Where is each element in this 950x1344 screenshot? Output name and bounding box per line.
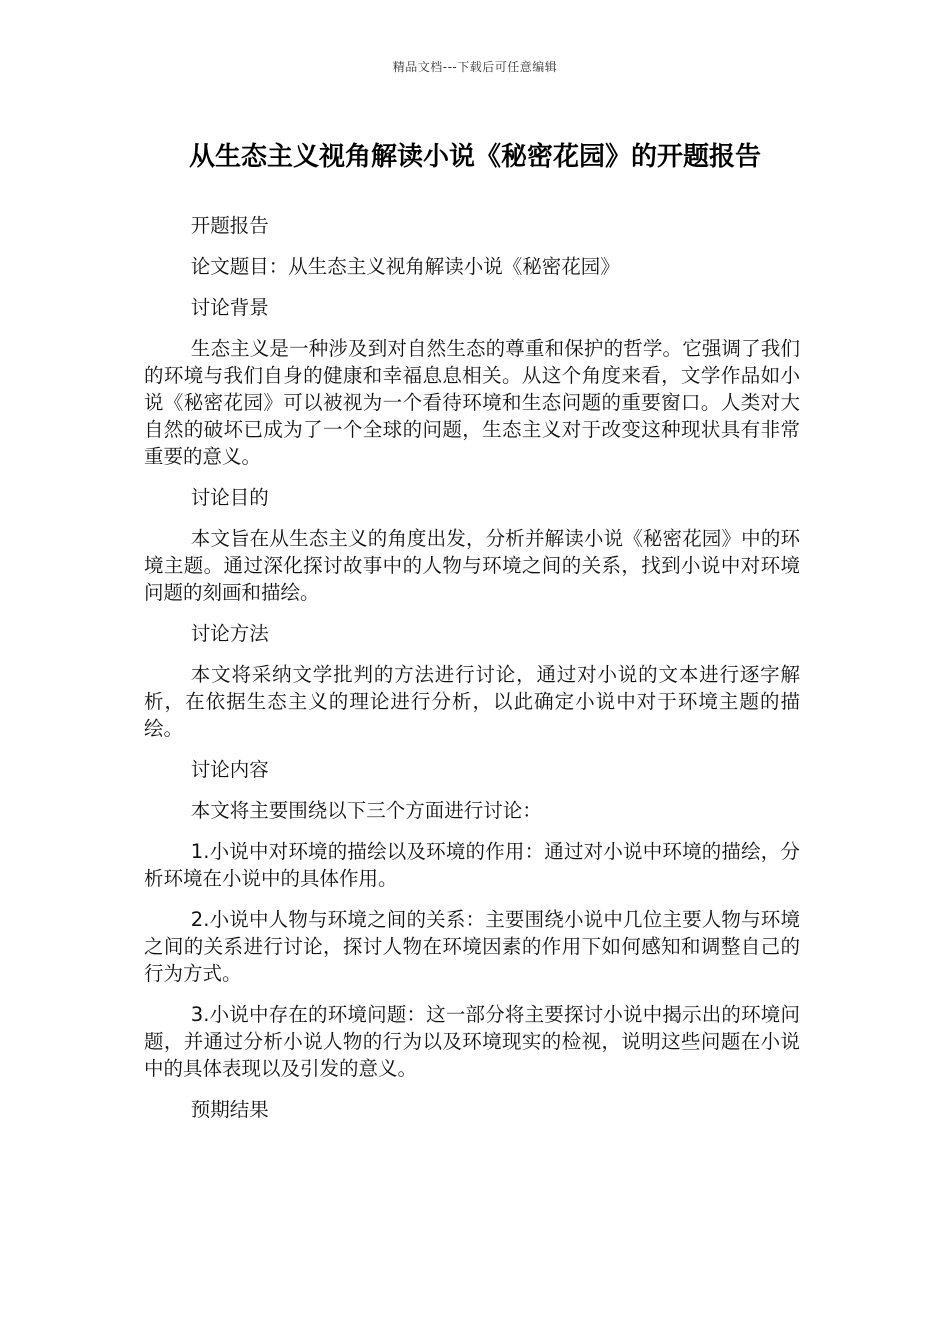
section-heading-purpose: 讨论目的 <box>190 486 269 509</box>
paragraph-purpose: 本文旨在从生态主义的角度出发，分析并解读小说《秘密花园》中的环境主题。通过深化探讨故事中的人物与环境之间的关系，找到小说中对环境问题的刻画和描绘。 <box>144 527 800 604</box>
thesis-title-line: 论文题目：从生态主义视角解读小说《秘密花园》 <box>190 255 620 278</box>
paragraph-content-item-3: 3.小说中存在的环境问题：这一部分将主要探讨小说中揭示出的环境问题，并通过分析小说人物的行为以及环境现实的检视，说明这些问题在小说中的具体表现以及引发的意义。 <box>144 1003 800 1080</box>
paragraph-content-item-2: 2.小说中人物与环境之间的关系：主要围绕小说中几位主要人物与环境之间的关系进行讨论，探讨人物在环境因素的作用下如何感知和调整自己的行为方式。 <box>144 908 800 985</box>
section-heading-method: 讨论方法 <box>190 622 269 645</box>
paragraph-method: 本文将采纳文学批判的方法进行讨论，通过对小说的文本进行逐字解析，在依据生态主义的理论进行分析，以此确定小说中对于环境主题的描绘。 <box>144 663 800 740</box>
paragraph-content-item-1: 1.小说中对环境的描绘以及环境的作用：通过对小说中环境的描绘，分析环境在小说中的具体作用。 <box>144 840 800 890</box>
section-heading-background: 讨论背景 <box>190 296 269 319</box>
document-title: 从生态主义视角解读小说《秘密花园》的开题报告 <box>188 142 761 172</box>
header-note: 精品文档---下载后可任意编辑 <box>392 60 558 74</box>
section-heading-content: 讨论内容 <box>190 758 269 781</box>
document-body <box>144 212 800 1137</box>
paragraph-content-intro: 本文将主要围绕以下三个方面进行讨论： <box>190 799 542 822</box>
section-heading-expected-results: 预期结果 <box>190 1098 269 1121</box>
section-label-report: 开题报告 <box>190 214 269 237</box>
paragraph-background: 生态主义是一种涉及到对自然生态的尊重和保护的哲学。它强调了我们的环境与我们自身的健康和幸福息息相关。从这个角度来看，文学作品如小说《秘密花园》可以被视为一个看待环境和生态问题的重要窗口。人类对大自然的破坏已成为了一个全球的问题，生态主义对于改变这种现状具有非常重要的意义。 <box>144 337 800 468</box>
